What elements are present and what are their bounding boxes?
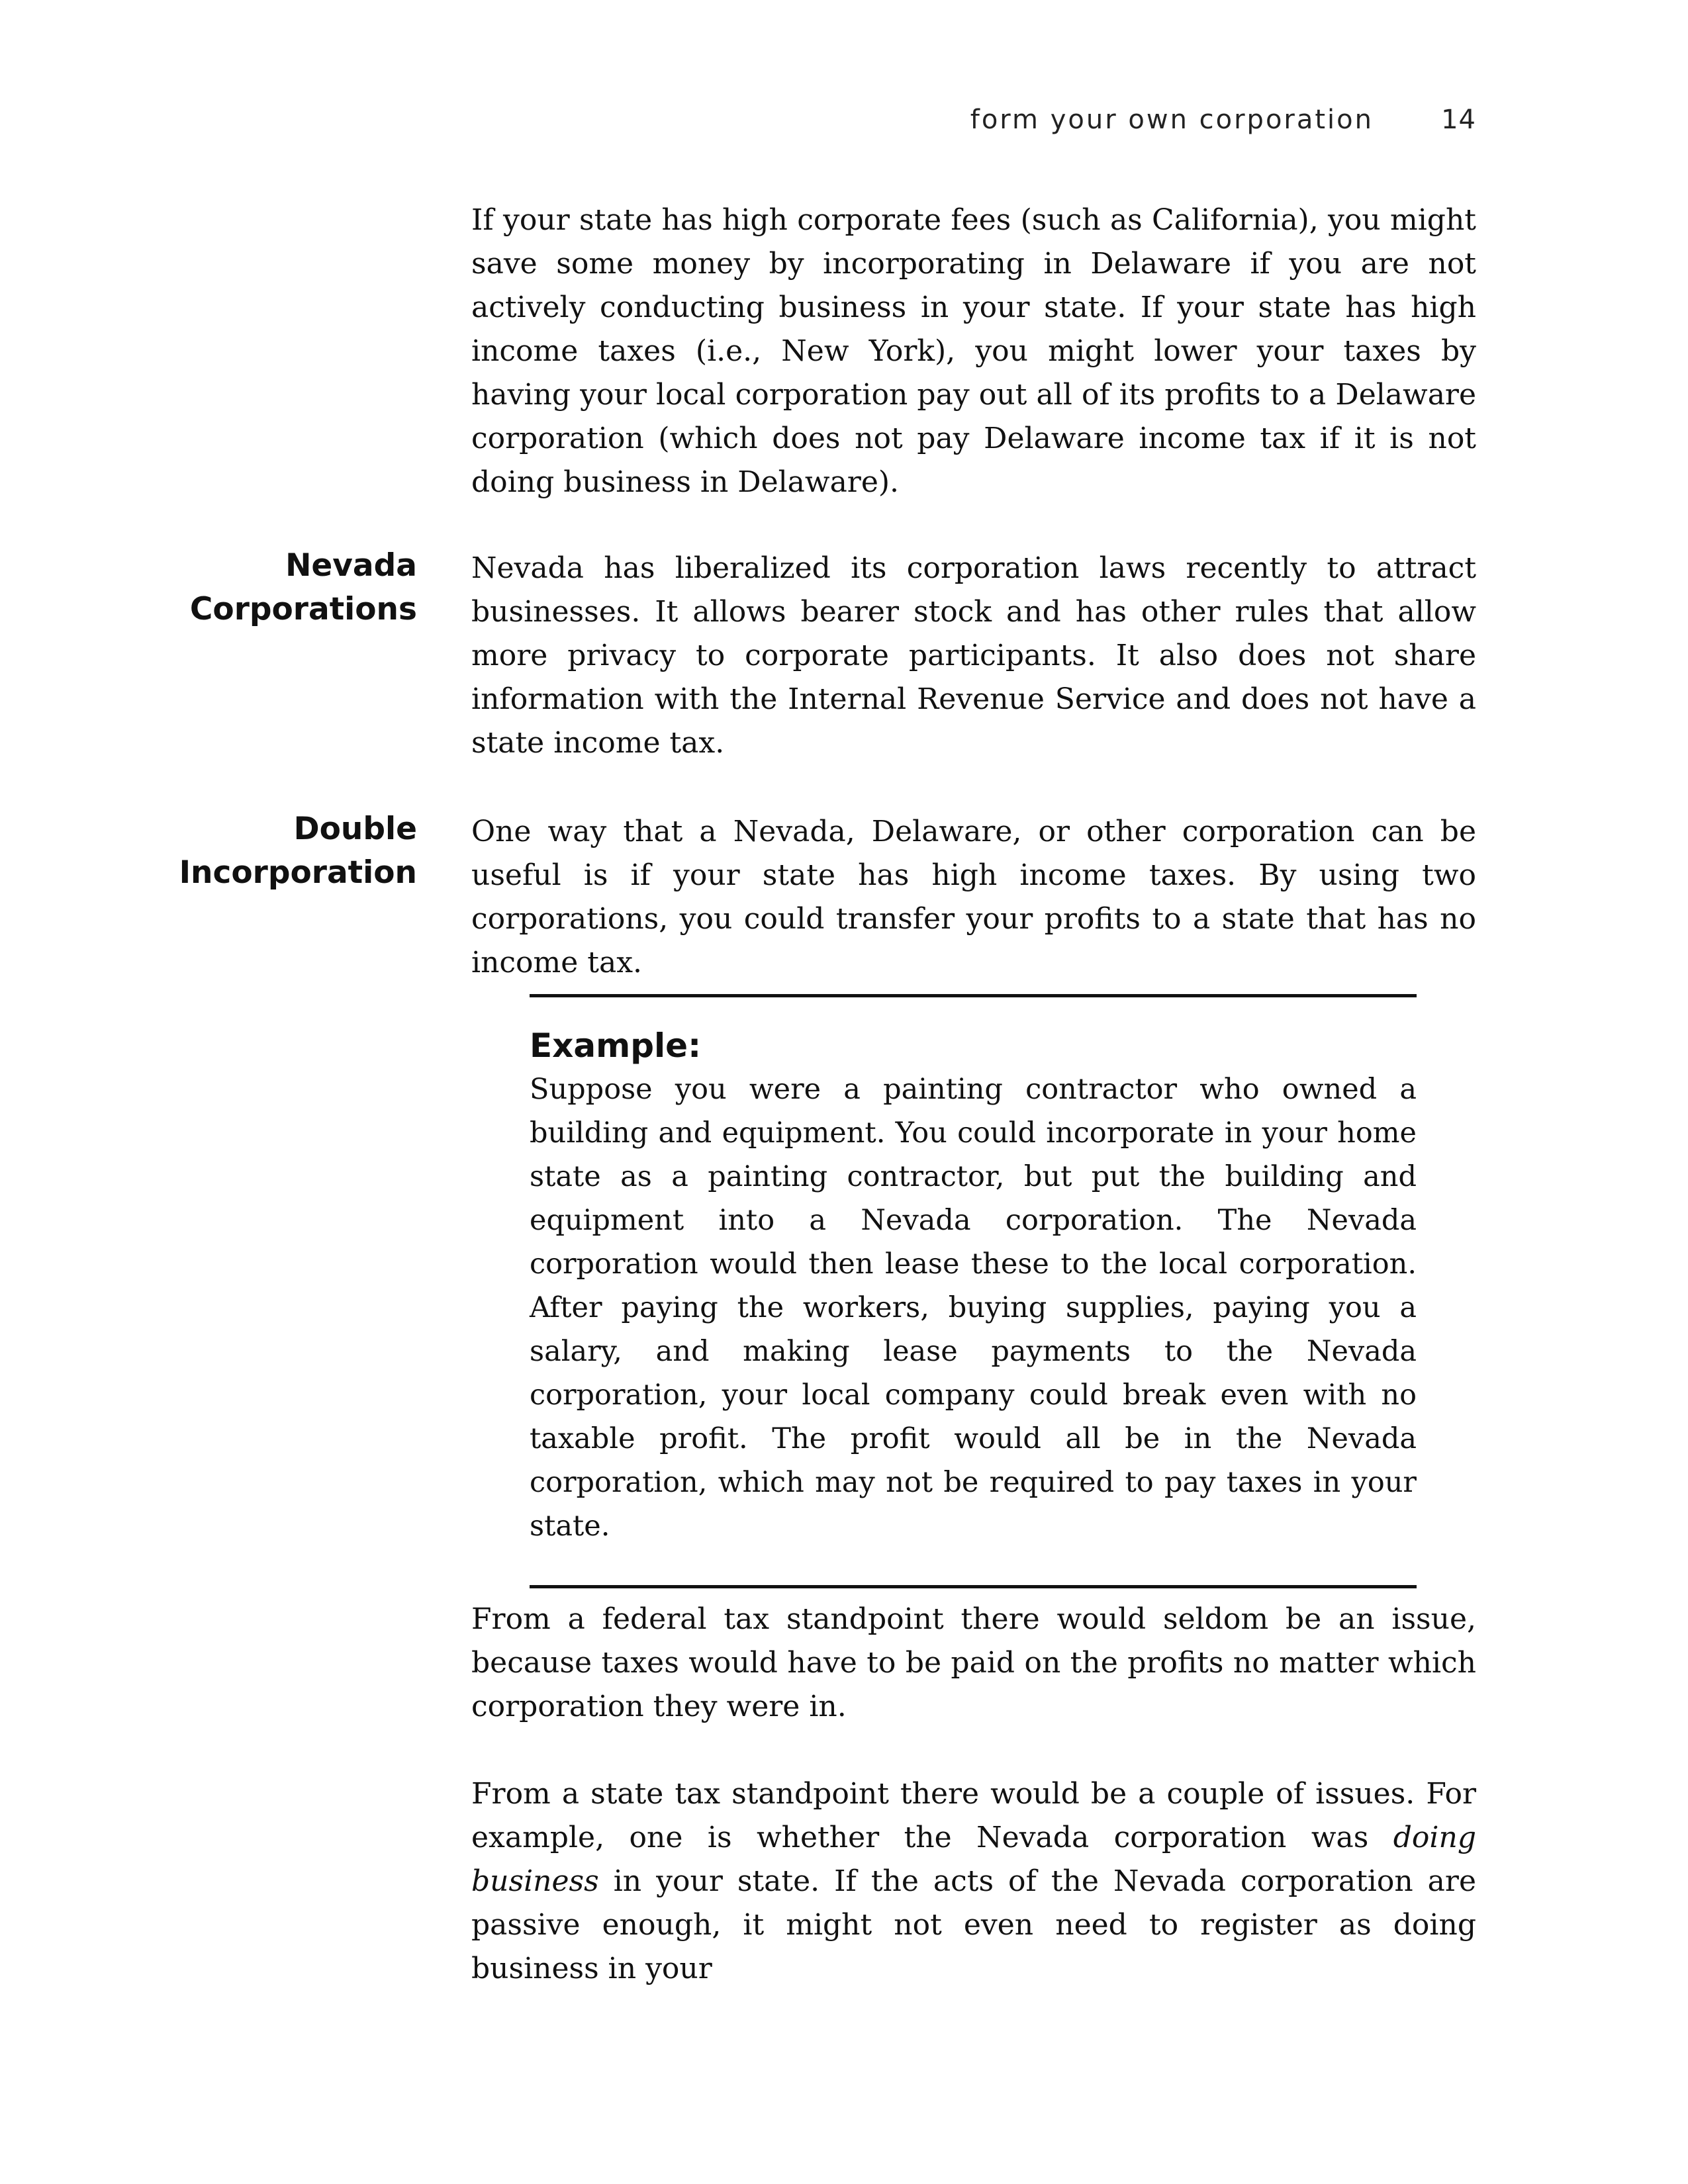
example-box bbox=[530, 994, 1417, 1588]
heading-double-line1: Double bbox=[293, 811, 417, 847]
paragraph-state-part1: From a state tax standpoint there would be a couple of issues. For example, one is whether the Nevada corporation was bbox=[471, 1777, 1476, 1854]
paragraph-state bbox=[471, 1772, 1476, 1991]
doing-business-emphasis: doing business bbox=[471, 1821, 1476, 1898]
example-label: Example: bbox=[530, 1026, 702, 1065]
paragraph-double-incorporation: One way that a Nevada, Delaware, or other corporation can be useful is if your state has high income taxes. By using two corporations, you could transfer your profits to a state that has no income tax. bbox=[471, 815, 1476, 979]
page-number: 14 bbox=[1441, 105, 1476, 135]
heading-nevada-corporations bbox=[46, 544, 417, 631]
example-top-rule bbox=[530, 994, 1417, 997]
example-text: Suppose you were a painting contractor who owned a building and equipment. You could incorporate in your home state as a painting contractor, but put the building and equipment into a Nevada corporation. The Nevada corporation would then lease these to the local corporation. After paying the workers, buying supplies, paying you a salary, and making lease payments to the Nevada corporation, your local company could break even with no taxable profit. The profit would all be in the Nevada corporation, which may not be required to pay taxes in your state. bbox=[530, 1073, 1417, 1543]
paragraph-nevada: Nevada has liberalized its corporation laws recently to attract businesses. It allows bearer stock and has other rules that allow more privacy to corporate participants. It also does not share information with the Internal Revenue Service and does not have a state income tax. bbox=[471, 551, 1476, 760]
example-bottom-rule bbox=[530, 1585, 1417, 1588]
heading-double-incorporation bbox=[46, 807, 417, 895]
heading-double-line2: Incorporation bbox=[179, 854, 417, 891]
running-title: form your own corporation bbox=[970, 105, 1374, 135]
paragraph-state-part2: in your state. If the acts of the Nevada corporation are passive enough, it might not even need to register as doing business in your bbox=[471, 1864, 1476, 1985]
running-header bbox=[927, 105, 1476, 138]
heading-nevada-line2: Corporations bbox=[189, 591, 417, 627]
heading-nevada-line1: Nevada bbox=[285, 547, 417, 584]
paragraph-delaware: If your state has high corporate fees (such as California), you might save some money by incorporating in Delaware if you are not actively conducting business in your state. If your state has high income taxes (i.e., New York), you might lower your taxes by having your local corporation pay out all of its profits to a Delaware corporation (which does not pay Delaware income tax if it is not doing business in Delaware). bbox=[471, 203, 1476, 499]
paragraph-federal: From a federal tax standpoint there would seldom be an issue, because taxes would have to be paid on the profits no matter which corporation they were in. bbox=[471, 1602, 1476, 1723]
